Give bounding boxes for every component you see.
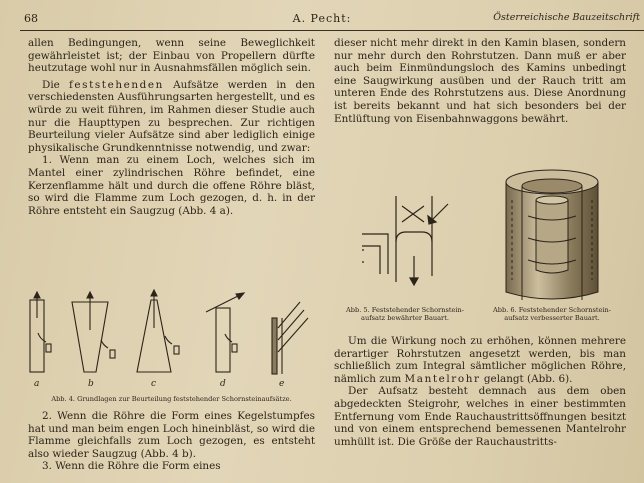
header-rule bbox=[20, 30, 644, 31]
fig4-c-cone-frustum-inverted bbox=[137, 290, 179, 372]
left-column-top bbox=[28, 37, 315, 217]
paragraph: Der Aufsatz besteht demnach aus dem oben abgedeckten Steigrohr, welches in einer bestimmten Entfernung vom Ende Rauchaustrittsöffnungen besitzt und von einem entsprechend bemessenen Mantelrohr umhüllt ist. Die Größe der Rauchaustritts- bbox=[334, 385, 626, 448]
running-head-author: A. Pecht: bbox=[292, 12, 352, 25]
page-number: 68 bbox=[24, 12, 38, 25]
paragraph: dieser nicht mehr direkt in den Kamin blasen, sondern nur mehr durch den Rohrstutzen. Dann muß er aber auch beim Einmündungsloch des Kamins unbedingt eine Saugwirkung ausüben und der Rauch tritt am unteren Ende des Rohrstutzens aus. Diese Anordnung ist bereits bekannt und hat sich besonders bei der Entlüftung von Eisenbahnwaggons bewährt. bbox=[334, 37, 626, 125]
fig4-label-d: d bbox=[220, 379, 226, 389]
paragraph: 1. Wenn man zu einem Loch, welches sich im Mantel einer zylindrischen Röhre befindet, eine Kerzenflamme hält und durch die offene Röhre bläst, so wird die Flamme zum Loch gezogen, d. h. in der Röhre entsteht ein Saugzug (Abb. 4 a). bbox=[28, 154, 315, 217]
right-column-bottom bbox=[334, 335, 626, 448]
figure-4-diagram bbox=[20, 288, 320, 398]
fig4-label-e: e bbox=[279, 379, 285, 389]
fig4-label-c: c bbox=[151, 379, 157, 389]
fig4-b-cone-frustum bbox=[72, 292, 115, 372]
paragraph: 2. Wenn die Röhre die Form eines Kegelstumpfes hat und man beim engen Loch hineinbläst, so wird die Flamme gleichfalls zum Loch gezogen, es entsteht also wieder Saugzug (Abb. 4 b). bbox=[28, 410, 315, 460]
figure-5-diagram bbox=[336, 186, 474, 304]
figure-6-caption: Abb. 6. Feststehender Schornstein- aufsatz verbesserter Bauart. bbox=[493, 306, 611, 322]
spaced-term: feststehenden bbox=[68, 78, 164, 91]
figure-6-diagram bbox=[488, 160, 616, 308]
fig4-label-a: a bbox=[34, 379, 40, 389]
paragraph: allen Bedingungen, wenn seine Beweglichkeit gewährleistet ist; der Einbau von Propellern dürfte heutzutage wohl nur in Ausnahmsfällen möglich sein. bbox=[28, 37, 315, 75]
right-column-top bbox=[334, 37, 626, 125]
paragraph: 3. Wenn die Röhre die Form eines bbox=[42, 460, 221, 473]
fig4-label-b: b bbox=[88, 379, 94, 389]
running-head-journal: Österreichische Bauzeitschrift bbox=[493, 12, 640, 23]
fig4-a-cylinder-tube bbox=[30, 292, 51, 372]
figure-4-caption: Abb. 4. Grundlagen zur Beurteilung feststehender Schornsteinaufsätze. bbox=[51, 395, 292, 403]
fig4-d-tube-crosswind bbox=[206, 293, 244, 372]
figure-5-caption: Abb. 5. Feststehender Schornstein- aufsatz bewährter Bauart. bbox=[346, 306, 464, 322]
paragraph: Um die Wirkung noch zu erhöhen, können mehrere derartiger Rohrstutzen angesetzt werden, bis man schließlich zum Integral sämtlicher möglichen Röhre, nämlich zum Mantelrohr gelangt (Abb. 6). bbox=[334, 335, 626, 385]
paragraph: Die feststehenden Aufsätze werden in den verschiedensten Ausführungsarten hergestellt, und es würde zu weit führen, im Rahmen dieser Studie auch nur die Haupttypen zu besprechen. Zur richtigen Beurteilung vieler Aufsätze sind aber lediglich einige physikalische Grundkenntnisse notwendig, und zwar: bbox=[28, 78, 315, 154]
spaced-term: Mantelrohr bbox=[404, 372, 481, 385]
left-column-bottom bbox=[28, 410, 315, 473]
fig4-e-angled-tube bbox=[272, 302, 308, 374]
